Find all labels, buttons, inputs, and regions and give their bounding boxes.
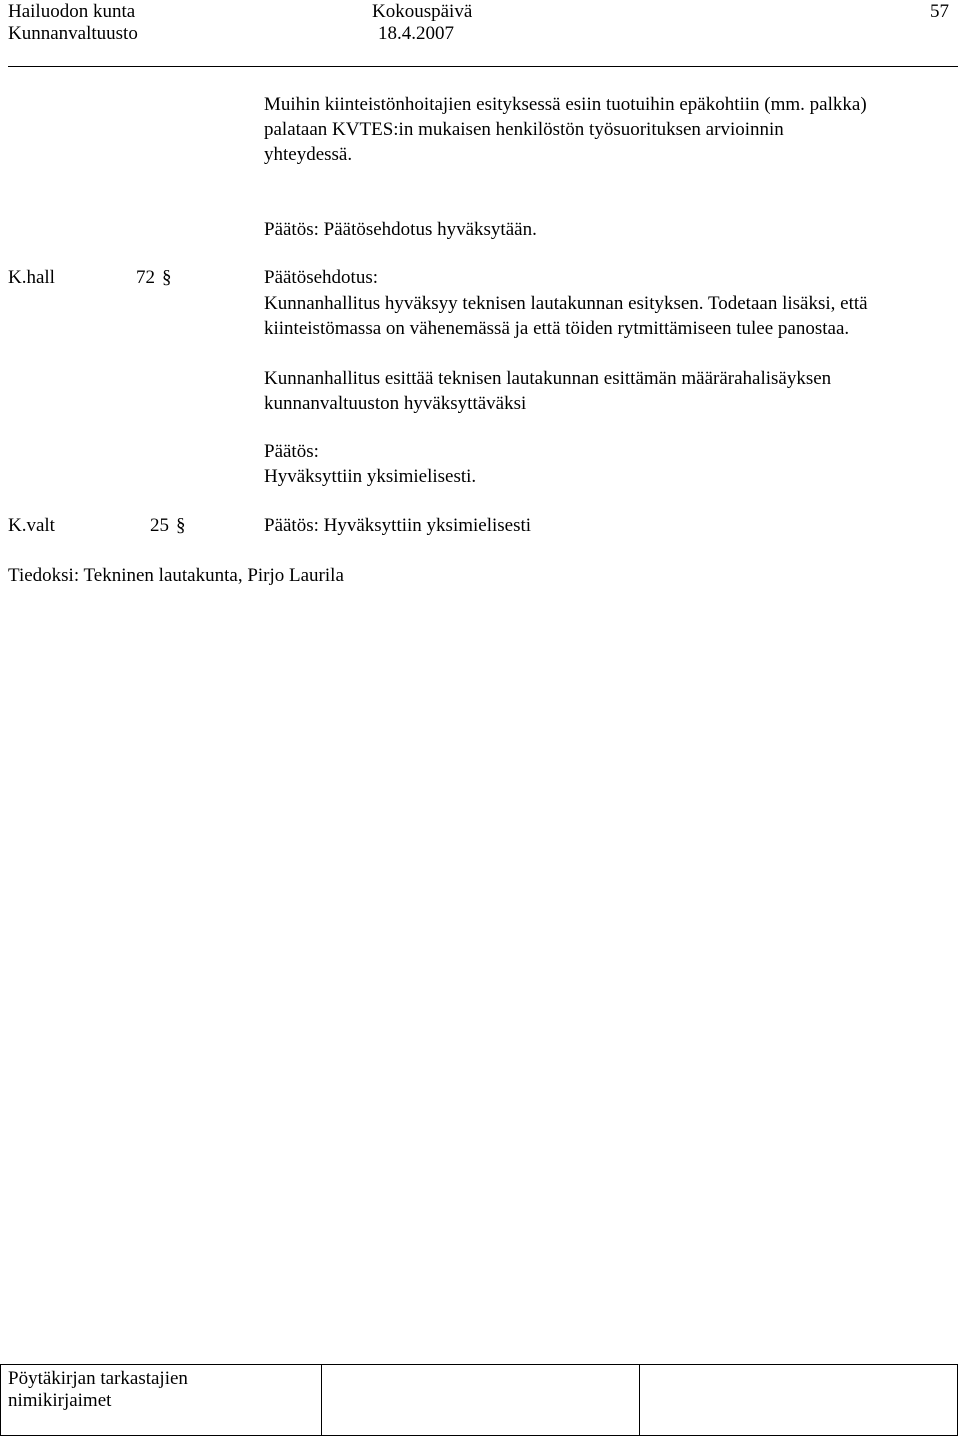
khall-p1-line: kiinteistömassa on vähenemässä ja että töiden rytmittämiseen tulee panostaa. xyxy=(264,318,850,339)
intro-paragraph xyxy=(264,92,954,167)
initials-box[interactable] xyxy=(639,1365,957,1436)
intro-line: palataan KVTES:in mukaisen henkilöstön työsuorituksen arvioinnin xyxy=(264,119,784,140)
khall-p2-line: Kunnanhallitus esittää teknisen lautakunnan esittämän määrärahalisäyksen xyxy=(264,368,832,389)
kvalt-section-sign: § xyxy=(176,515,186,536)
khall-paragraph-2 xyxy=(264,366,954,416)
kvalt-body-label: K.valt xyxy=(8,515,55,536)
khall-decision-text: Hyväksyttiin yksimielisesti. xyxy=(264,466,477,487)
decision-text: Päätös: Päätösehdotus hyväksytään. xyxy=(264,219,537,240)
header-municipality: Hailuodon kunta xyxy=(8,1,136,22)
kvalt-section-number: 25 xyxy=(150,515,169,536)
khall-section-sign: § xyxy=(162,267,172,288)
khall-p2-line: kunnanvaltuuston hyväksyttäväksi xyxy=(264,393,527,414)
initials-box[interactable] xyxy=(321,1365,639,1436)
page-number: 57 xyxy=(930,1,949,22)
header-divider xyxy=(8,66,958,67)
footer-label-line: Pöytäkirjan tarkastajien xyxy=(8,1368,188,1389)
footer-label-line: nimikirjaimet xyxy=(8,1390,112,1411)
intro-line: yhteydessä. xyxy=(264,144,353,165)
khall-p1-line: Kunnanhallitus hyväksyy teknisen lautakunnan esityksen. Todetaan lisäksi, että xyxy=(264,293,868,314)
header-meeting-label: Kokouspäivä xyxy=(372,1,473,22)
khall-heading: Päätösehdotus: xyxy=(264,267,378,288)
tiedoksi-line: Tiedoksi: Tekninen lautakunta, Pirjo Laurila xyxy=(8,565,344,586)
kvalt-decision-text: Päätös: Hyväksyttiin yksimielisesti xyxy=(264,515,532,536)
footer-label-cell xyxy=(1,1365,322,1436)
khall-decision-label: Päätös: xyxy=(264,441,319,462)
footer-label xyxy=(1,1365,321,1412)
header-meeting-date: 18.4.2007 xyxy=(378,23,454,44)
khall-section-number: 72 xyxy=(136,267,155,288)
header-body-name: Kunnanvaltuusto xyxy=(8,23,138,44)
khall-body-label: K.hall xyxy=(8,267,55,288)
intro-line: Muihin kiinteistönhoitajien esityksessä esiin tuotuihin epäkohtiin (mm. palkka) xyxy=(264,94,867,115)
footer-signature-table xyxy=(0,1364,958,1436)
khall-paragraph-1 xyxy=(264,291,954,341)
